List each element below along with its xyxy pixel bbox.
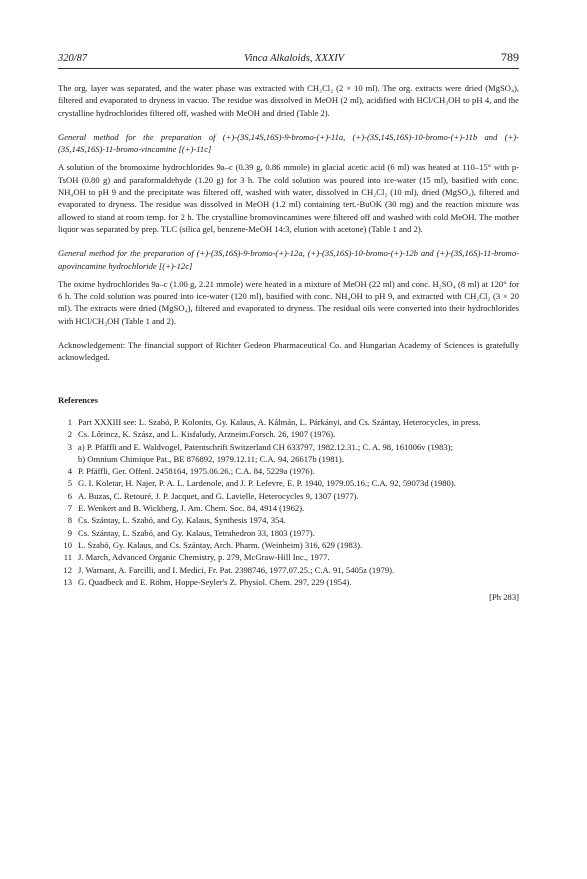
paragraph-vincamine: A solution of the bromoxime hydrochlorides 9a–c (0.39 g, 0.86 mmole) in glacial acetic acid (6 ml) was heated at 110–15° with p-TsOH (0.80 g) and paraformaldehyde (1.20 g) for 3 h. The cold solution was poured into ice-water (15 ml), basified with conc. NH₄OH to pH 9 and the precipitate was filtered off, washed with water, dissolved in CH₂Cl₂ (10 ml), dried (MgSO₄), filtered and evaporated to dryness. The residue was dissolved in MeOH (1.2 ml) containing tert.-BuOK (30 mg) and the reaction mixture was allowed to stand at room temp. for 2 h. The crystalline bromovincamines were filtered off and washed with cold MeOH. The mother liquor was separated by prep. TLC (silica gel, benzene-MeOH 14:3, elution with acetone) (Table 1 and 2). (58, 162, 519, 234)
reference-number: 12 (63, 564, 72, 575)
method-heading-vincamine: General method for the preparation of (+)-(3S,14S,16S)-9-bromo-(+)-11a, (+)-(3S,14S,16S)-10-bromo-(+)-11b and (+)-(3S,14S,16S)-11-bromo-vincamine [(+)-11c] (58, 131, 519, 155)
reference-item (58, 428, 519, 440)
reference-number: 6 (67, 490, 72, 501)
reference-item (58, 465, 519, 477)
page-number: 789 (500, 50, 519, 64)
reference-number (58, 453, 78, 465)
reference-number: 3 (67, 441, 72, 452)
reference-text: Cs. Szántay, L. Szabó, and Gy. Kalaus, Tetrahedron 33, 1803 (1977). (78, 527, 315, 538)
reference-number: 4 (67, 466, 72, 477)
reference-text: G. I. Koletar, H. Najer, P. A. L. Lardenole, and J. P. Lefevre, E. P. 1940, 1979.05.16.; C.A. 92, 59073d (1980). (78, 478, 456, 489)
reference-item (58, 551, 519, 563)
reference-text: P. Pfäffli, Ger. Offenl. 2458164, 1975.06.26.; C.A. 84, 5229a (1976). (78, 466, 315, 477)
reference-text: Cs. Lőrincz, K. Szász, and L. Kisfaludy, Arzneim.Forsch. 26, 1907 (1976). (78, 429, 336, 440)
reference-item (58, 477, 519, 489)
reference-number: 8 (67, 515, 72, 526)
reference-item (58, 527, 519, 539)
article-body (58, 82, 519, 603)
references-heading: References (58, 394, 98, 405)
reference-item (58, 576, 519, 588)
reference-number: 11 (63, 552, 72, 563)
reference-item (58, 502, 519, 514)
reference-text: J. Warnant, A. Farcilli, and I. Medici, Fr. Pat. 2398746, 1977.07.25.; C.A. 91, 5405z (1979). (78, 564, 395, 575)
reference-number: 2 (67, 429, 72, 440)
paragraph-apovincamine: The oxime hydrochlorides 9a–c (1.00 g, 2.21 mmole) were heated in a mixture of MeOH (22 ml) and conc. H₂SO₄ (8 ml) at 120° for 6 h. The cold solution was poured into ice-water (120 ml), basified with conc. NH₄OH to pH 9, and extracted with CH₂Cl₂ (3 × 20 ml). The extracts were dried (MgSO₄), filtered and evaporated to dryness. The residual oils were converted into their hydrochlorides with HCl/CH₃OH (Table 1 and 2). (58, 278, 519, 326)
reference-item (58, 539, 519, 551)
reference-text: b) Omnium Chimique Pat., BE 876892, 1979.12.11; C.A. 94, 26617b (1981). (78, 453, 344, 464)
reference-number: 13 (63, 576, 72, 587)
reference-item (58, 490, 519, 502)
reference-item (58, 441, 519, 453)
reference-text: Part XXXIII see: L. Szabó, P. Kolonits, Gy. Kalaus, A. Kálmán, L. Párkányi, and Cs. Szántay, Heterocycles, in press. (78, 416, 481, 427)
footer-code: [Ph 283] (489, 592, 519, 603)
reference-text: L. Szabó, Gy. Kalaus, and Cs. Szántay, Arch. Pharm. (Weinheim) 316, 629 (1983). (78, 539, 363, 550)
reference-item (58, 453, 519, 465)
reference-text: E. Wenkert and B. Wickberg, J. Am. Chem. Soc. 84, 4914 (1962). (78, 503, 305, 514)
reference-number: 1 (67, 416, 72, 427)
reference-text: G. Quadbeck and E. Röhm, Hoppe-Seyler's Z. Physiol. Chem. 297, 229 (1954). (78, 576, 352, 587)
reference-number: 10 (63, 539, 72, 550)
reference-number: 9 (67, 527, 72, 538)
reference-number: 7 (67, 503, 72, 514)
reference-text: A. Buzas, C. Retouré, J. P. Jacquet, and G. Lavielle, Heterocycles 9, 1307 (1977). (78, 490, 359, 501)
reference-text: a) P. Pfäffli and E. Waldvogel, Patentschrift Switzerland CH 633797, 1982.12.31.; C. A. 98, 161006v (1983); (78, 441, 453, 452)
reference-text: J. March, Advanced Organic Chemistry, p. 279, McGraw-Hill Inc., 1977. (78, 552, 330, 563)
references-list (58, 416, 519, 588)
reference-item (58, 514, 519, 526)
reference-item (58, 416, 519, 428)
header-code: 320/87 (58, 53, 88, 64)
paragraph-workup: The org. layer was separated, and the water phase was extracted with CH₂Cl₂ (2 × 10 ml). The org. extracts were dried (MgSO₄), filtered and evaporated to dryness in vacuo. The residue was dissolved in MeOH (2 ml), acidified with HCl/CH₃OH to pH 4, and the crystalline hydrochlorides filtered off, washed with MeOH and dried (Table 2). (58, 83, 519, 118)
acknowledgement: Acknowledgement: The financial support of Richter Gedeon Pharmaceutical Co. and Hungarian Academy of Sciences is gratefully acknowledged. (58, 340, 519, 363)
reference-text: Cs. Szántay, L. Szabó, and Gy. Kalaus, Synthesis 1974, 354. (78, 515, 286, 526)
method-heading-apovincamine: General method for the preparation of (+)-(3S,16S)-9-bromo-(+)-12a, (+)-(3S,16S)-10-bromo-(+)-12b and (+)-(3S,16S)-11-bromo-apovincamine hydrochloride [(+)-12c] (58, 248, 519, 271)
running-header (58, 50, 519, 69)
reference-number: 5 (67, 478, 72, 489)
header-title: Vinca Alkaloids, XXXIV (243, 53, 345, 64)
reference-item (58, 564, 519, 576)
